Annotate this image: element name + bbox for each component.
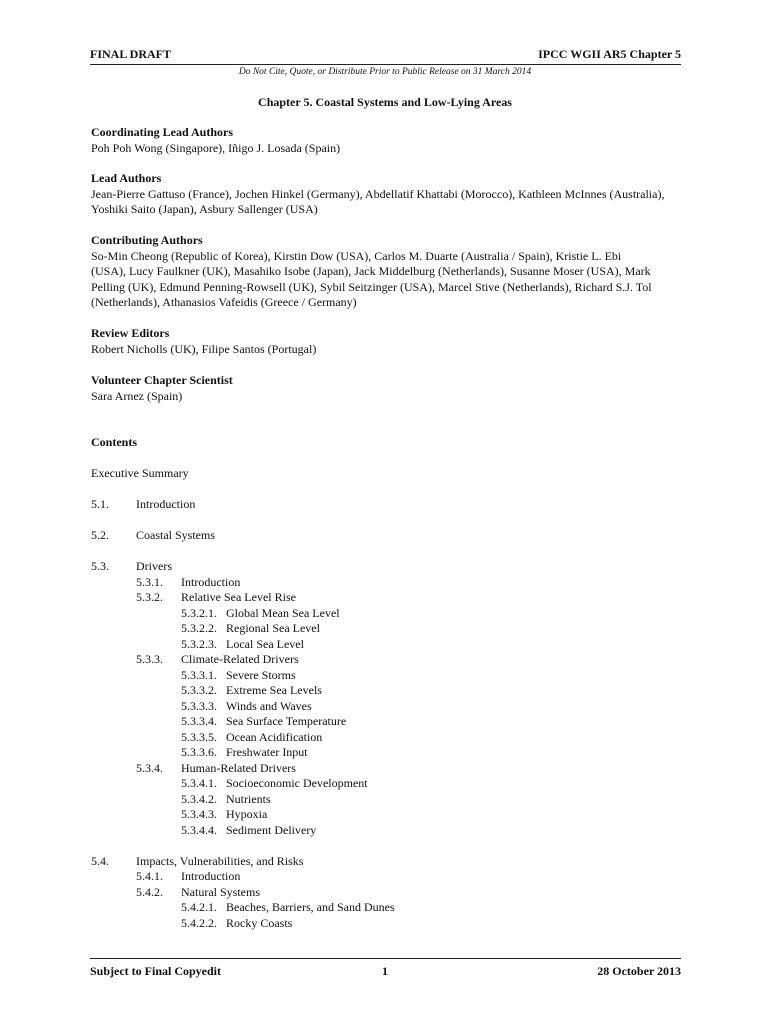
toc-item-title: Climate-Related Drivers	[181, 652, 299, 666]
toc-item-number: 5.3.4.4.	[181, 822, 217, 837]
toc-item-number: 5.3.4.3.	[181, 807, 217, 821]
toc-item-number: 5.4.1.	[136, 869, 163, 883]
toc-item-title: Introduction	[181, 574, 241, 589]
toc-item-number: 5.3.4.1.	[181, 776, 217, 790]
toc-item-title: Hypoxia	[226, 807, 268, 821]
toc-item-title: Introduction	[181, 869, 241, 883]
header-rule	[90, 64, 681, 65]
toc-item-number: 5.3.3.4.	[181, 714, 217, 728]
toc-item-title: Severe Storms	[226, 667, 296, 682]
toc-item-title: Ocean Acidification	[226, 729, 323, 744]
toc-item-number: 5.2.	[91, 528, 109, 542]
release-notice: Do Not Cite, Quote, or Distribute Prior to Public Release on 31 March 2014	[238, 67, 532, 77]
toc-item-title: Local Sea Level	[226, 636, 304, 651]
toc-item-title: Winds and Waves	[226, 698, 312, 713]
toc-item-number: 5.4.2.	[136, 884, 163, 899]
toc-item-number: 5.1.	[91, 497, 109, 511]
report-label: IPCC WGII AR5 Chapter 5	[538, 47, 681, 61]
toc-item-title: Global Mean Sea Level	[226, 605, 340, 620]
toc-item-title: Relative Sea Level Rise	[181, 590, 296, 604]
toc-item-number: 5.4.	[91, 853, 109, 868]
toc-item-number: 5.3.3.6.	[181, 745, 217, 759]
toc-item-number: 5.3.2.3.	[181, 636, 217, 651]
contributing-authors-section	[91, 233, 653, 311]
toc-item-number: 5.3.3.3.	[181, 698, 217, 713]
toc-item-number: 5.3.4.	[136, 760, 163, 775]
volunteer-scientist-label: Volunteer Chapter Scientist	[91, 373, 233, 387]
footer-date: 28 October 2013	[597, 964, 681, 978]
review-editors-label: Review Editors	[91, 326, 170, 340]
contributing-authors-label: Contributing Authors	[91, 233, 203, 247]
coordinating-authors-text: Poh Poh Wong (Singapore), Iñigo J. Losada (Spain)	[91, 140, 341, 155]
chapter-title: Chapter 5. Coastal Systems and Low-Lying Areas	[258, 95, 512, 109]
toc-item-title: Drivers	[136, 559, 172, 573]
toc-item-title: Extreme Sea Levels	[226, 683, 322, 697]
coordinating-authors-section	[91, 125, 691, 156]
volunteer-scientist-section	[91, 373, 691, 404]
toc-item-title: Human-Related Drivers	[181, 760, 296, 775]
copyedit-label: Subject to Final Copyedit	[90, 964, 222, 978]
toc-item-title: Coastal Systems	[136, 528, 216, 542]
contents-heading: Contents	[91, 435, 138, 449]
toc-item-number: 5.4.2.2.	[181, 915, 217, 930]
toc-item-title: Rocky Coasts	[226, 915, 293, 930]
toc-item-title: Impacts, Vulnerabilities, and Risks	[136, 853, 304, 868]
draft-label: FINAL DRAFT	[90, 47, 172, 61]
toc-item-title: Sea Surface Temperature	[226, 714, 347, 728]
toc-item-title: Introduction	[136, 497, 196, 511]
page-footer	[90, 964, 681, 980]
toc-item-number: 5.3.4.2.	[181, 791, 217, 806]
toc-item-title: Sediment Delivery	[226, 822, 317, 837]
review-editors-section	[91, 326, 691, 357]
review-editors-text: Robert Nicholls (UK), Filipe Santos (Portugal)	[91, 341, 317, 356]
toc-item-number: 5.3.2.	[136, 590, 163, 604]
toc-item-title: Natural Systems	[181, 884, 260, 899]
toc-item-number: 5.3.2.1.	[181, 605, 217, 620]
lead-authors-section	[91, 171, 691, 218]
footer-rule	[90, 958, 681, 959]
toc-item-number: 5.3.3.5.	[181, 729, 217, 744]
coordinating-authors-label: Coordinating Lead Authors	[91, 125, 234, 139]
toc-item-title: Freshwater Input	[226, 745, 308, 759]
toc-item-number: 5.3.3.2.	[181, 683, 217, 697]
toc-item-number: 5.3.3.	[136, 652, 163, 666]
toc-item-number: 5.3.	[91, 559, 109, 573]
page-header	[90, 47, 681, 63]
lead-authors-text: Jean-Pierre Gattuso (France), Jochen Hinkel (Germany), Abdellatif Khattabi (Morocco), Kathleen McInnes (Australia), Yoshiki Saito (Japan), Asbury Sallenger (USA)	[91, 186, 665, 216]
page-number: 1	[382, 964, 388, 978]
toc-item-number: 5.4.2.1.	[181, 900, 217, 914]
toc-item-number: 5.3.3.1.	[181, 667, 217, 682]
volunteer-scientist-text: Sara Arnez (Spain)	[91, 388, 183, 403]
toc-item-number: 5.3.1.	[136, 574, 163, 589]
contributing-authors-text: So-Min Cheong (Republic of Korea), Kirstin Dow (USA), Carlos M. Duarte (Australia / Spain), Kristie L. Ebi (USA), Lucy Faulkner (UK), Masahiko Isobe (Japan), Jack Middelburg (Netherlands), Susanne Moser (USA), Mark Pelling (UK), Edmund Penning-Rowsell (UK), Sybil Seitzinger (USA), Marcel Stive (Netherlands), Richard S.J. Tol (Netherlands), Athanasios Vafeidis (Greece / Germany)	[91, 248, 652, 309]
toc-item-title: Socioeconomic Development	[226, 776, 368, 790]
lead-authors-label: Lead Authors	[91, 171, 162, 185]
toc-item-title: Nutrients	[226, 791, 271, 806]
toc-executive-summary: Executive Summary	[91, 466, 189, 480]
toc-item-number: 5.3.2.2.	[181, 621, 217, 635]
toc-item-title: Beaches, Barriers, and Sand Dunes	[226, 900, 395, 914]
toc-item-title: Regional Sea Level	[226, 621, 320, 635]
